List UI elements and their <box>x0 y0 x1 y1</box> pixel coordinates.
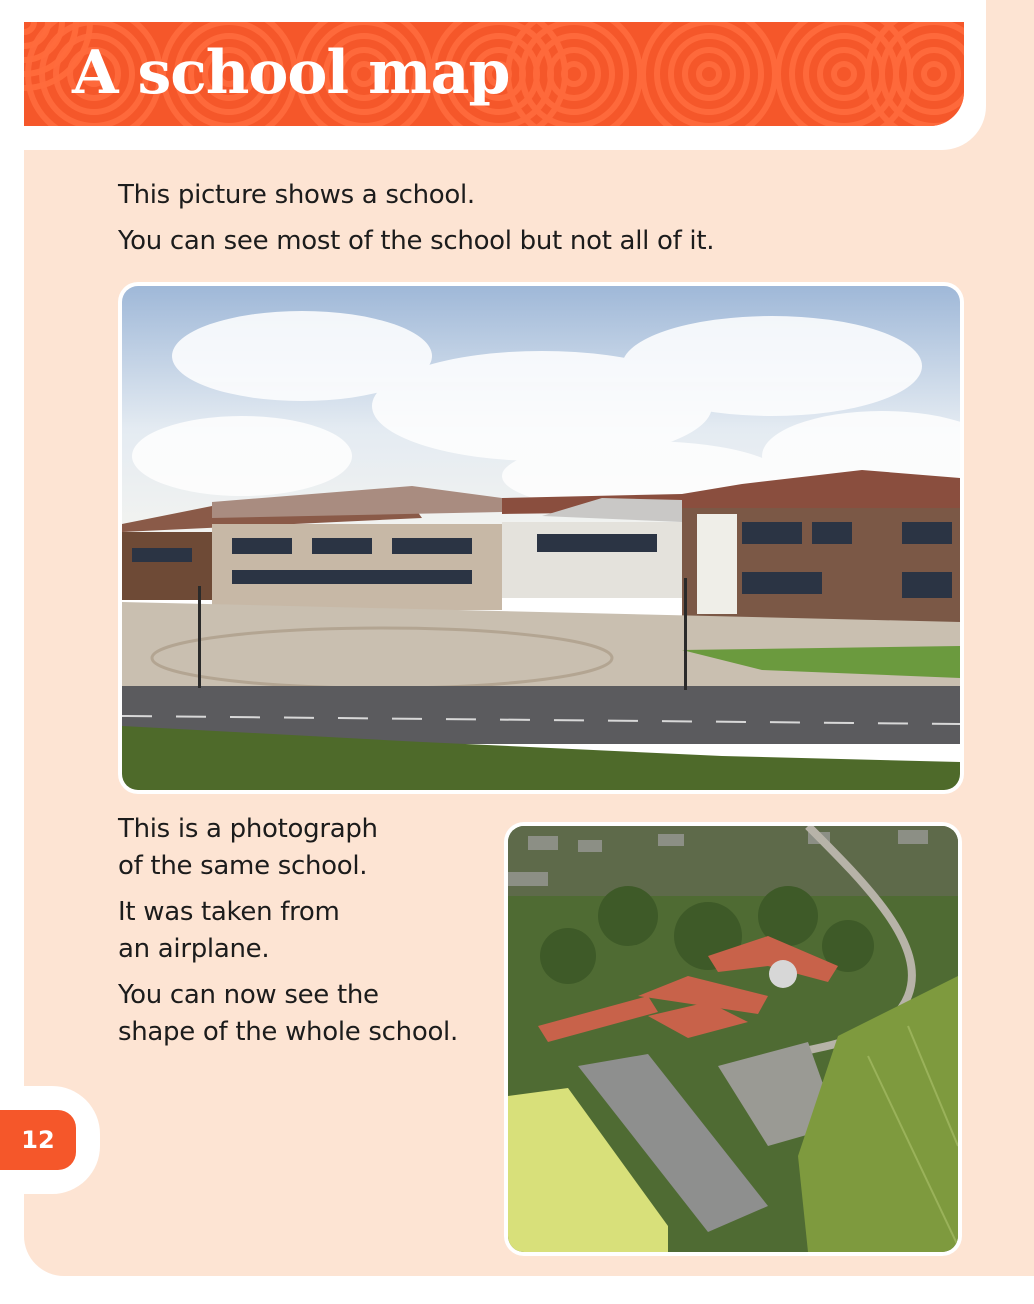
intro-line-2: You can see most of the school but not all of it. <box>118 226 715 256</box>
photo-text-3a: You can now see the <box>118 980 379 1010</box>
aerial-photo <box>504 822 962 1256</box>
title-banner <box>24 22 964 126</box>
photo-text-2b: an airplane. <box>118 934 270 964</box>
photo-text-2a: It was taken from <box>118 897 340 927</box>
photo-text-1a: This is a photograph <box>118 814 378 844</box>
page-number: 12 <box>0 1110 76 1170</box>
photo-text-3b: shape of the whole school. <box>118 1017 458 1047</box>
intro-line-1: This picture shows a school. <box>118 180 475 210</box>
page-title: A school map <box>72 38 510 108</box>
photo-text-1b: of the same school. <box>118 851 368 881</box>
school-photo <box>118 282 964 794</box>
